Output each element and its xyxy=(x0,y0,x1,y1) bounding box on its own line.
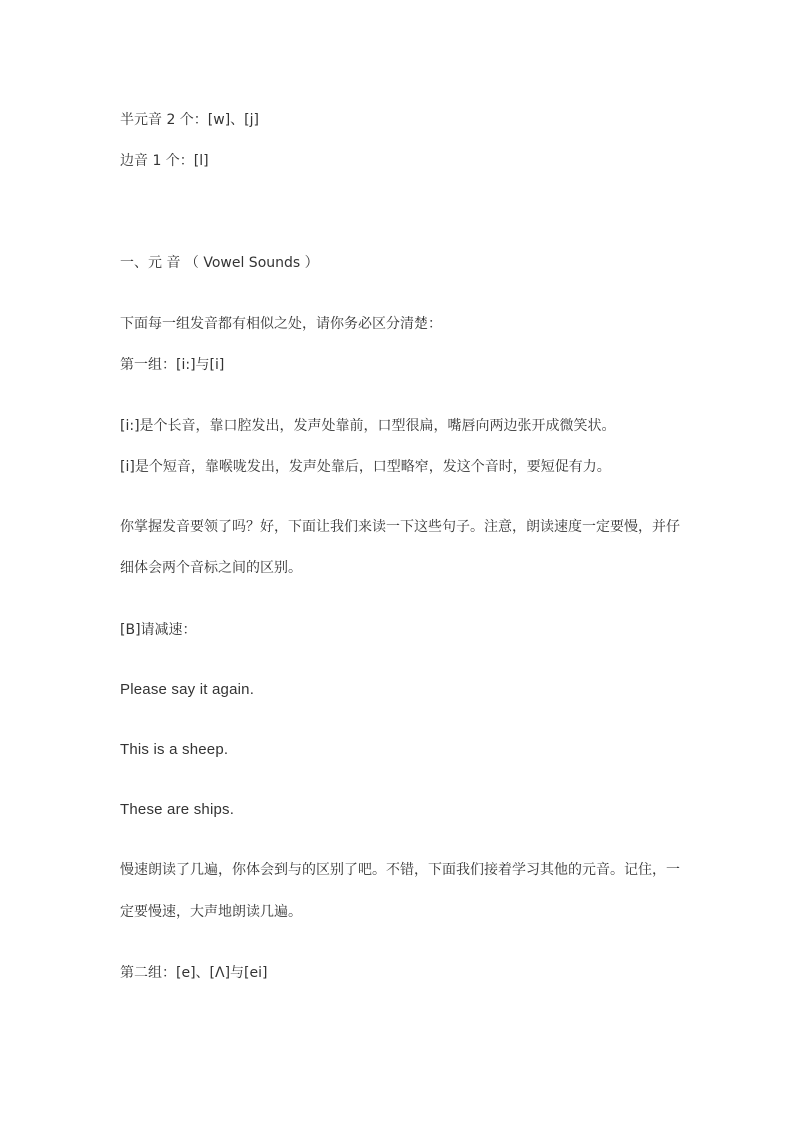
review-paragraph-line-1: 慢速朗读了几遍，你体会到与的区别了吧。不错，下面我们接着学习其他的元音。记住，一 xyxy=(120,862,680,878)
review-paragraph-line-2: 定要慢速，大声地朗读几遍。 xyxy=(120,904,302,920)
short-i-description: [i]是个短音，靠喉咙发出，发声处靠后，口型略窄，发这个音时，要短促有力。 xyxy=(120,459,611,475)
semivowels-line: 半元音 2 个：[w]、[j] xyxy=(120,112,259,128)
example-sentence-3: These are ships. xyxy=(120,801,235,818)
long-i-description: [i:]是个长音，靠口腔发出，发声处靠前，口型很扁，嘴唇向两边张开成微笑状。 xyxy=(120,418,616,434)
example-sentence-2: This is a sheep. xyxy=(120,741,229,758)
practice-paragraph-line-2: 细体会两个音标之间的区别。 xyxy=(120,560,302,576)
practice-paragraph-line-1: 你掌握发音要领了吗？好，下面让我们来读一下这些句子。注意，朗读速度一定要慢，并仔 xyxy=(120,519,680,535)
slowdown-label: [B]请减速： xyxy=(120,622,197,638)
lateral-line: 边音 1 个：[l] xyxy=(120,153,209,169)
example-sentence-1: Please say it again. xyxy=(120,681,255,698)
group-one-heading: 第一组：[i:]与[i] xyxy=(120,357,225,373)
group-two-heading: 第二组：[e]、[Λ]与[ei] xyxy=(120,965,268,981)
intro-line: 下面每一组发音都有相似之处，请你务必区分清楚： xyxy=(120,316,442,332)
section-heading-vowels: 一、元 音 （ Vowel Sounds ） xyxy=(120,255,319,271)
